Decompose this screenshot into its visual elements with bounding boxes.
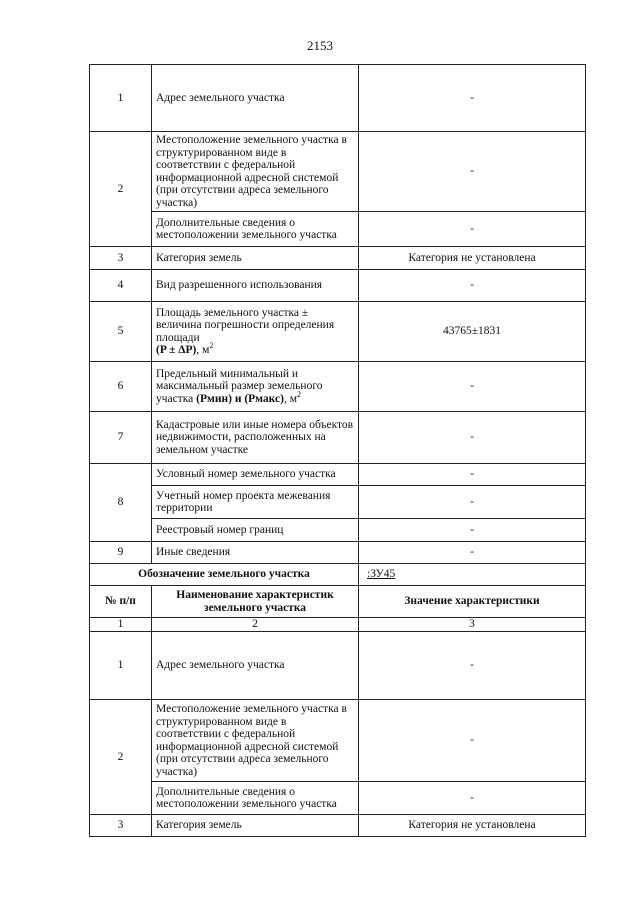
- row-label: Местоположение земельного участка в структурированном виде в соответствии с федеральной информационной адресной системой (при отсутствии адреса земельного участка): [152, 132, 359, 212]
- row-value: -: [359, 412, 586, 464]
- table-row: [90, 362, 586, 412]
- row-number: 2: [90, 132, 152, 247]
- table-row: [90, 542, 586, 564]
- header-characteristic: Наименование характеристик земельного участка: [152, 586, 359, 618]
- plot-title-label: Обозначение земельного участка: [90, 564, 359, 586]
- row-label: Вид разрешенного использования: [152, 270, 359, 302]
- row-value: -: [359, 270, 586, 302]
- row-value: 43765±1831: [359, 302, 586, 362]
- table-row: [90, 302, 586, 362]
- table-row: [90, 247, 586, 270]
- row-value: Категория не установлена: [359, 815, 586, 837]
- row-label: Категория земель: [152, 247, 359, 270]
- row-value: -: [359, 700, 586, 782]
- row-value: -: [359, 362, 586, 412]
- unit-exponent: 2: [209, 341, 214, 351]
- row-number: 1: [90, 65, 152, 132]
- row-label: Учетный номер проекта межевания территории: [152, 486, 359, 519]
- row-label: Кадастровые или иные номера объектов недвижимости, расположенных на земельном участке: [152, 412, 359, 464]
- row-number: 1: [90, 632, 152, 700]
- table-row: [90, 212, 586, 247]
- table-row: [90, 782, 586, 815]
- row-value: -: [359, 632, 586, 700]
- row-value: Категория не установлена: [359, 247, 586, 270]
- row-value: -: [359, 212, 586, 247]
- row-label: Дополнительные сведения о местоположении земельного участка: [152, 212, 359, 247]
- row-number: 5: [90, 302, 152, 362]
- row-label: Иные сведения: [152, 542, 359, 564]
- page-number: 2153: [307, 38, 333, 53]
- column-number: 1: [90, 618, 152, 632]
- row-value: -: [359, 519, 586, 542]
- row-label: Местоположение земельного участка в структурированном виде в соответствии с федеральной информационной адресной системой (при отсутствии адреса земельного участка): [152, 700, 359, 782]
- table-row: [90, 700, 586, 782]
- plot-designation: :ЗУ45: [359, 564, 586, 586]
- table-row: [90, 632, 586, 700]
- row-number: 8: [90, 464, 152, 542]
- row-label: Адрес земельного участка: [152, 632, 359, 700]
- table-row: [90, 464, 586, 486]
- row-label: Категория земель: [152, 815, 359, 837]
- row-label: [152, 362, 359, 412]
- row-label: Адрес земельного участка: [152, 65, 359, 132]
- label-text: Площадь земельного участка ± величина погрешности определения площади: [156, 306, 335, 344]
- header-number: № п/п: [90, 586, 152, 618]
- label-unit: , м: [283, 392, 297, 405]
- row-value: -: [359, 486, 586, 519]
- row-label: Реестровый номер границ: [152, 519, 359, 542]
- row-value: -: [359, 65, 586, 132]
- table-row: [90, 132, 586, 212]
- row-number: 3: [90, 247, 152, 270]
- table-row: [90, 815, 586, 837]
- label-formula: (Pмин) и (Pмакс): [196, 392, 284, 405]
- table-row: [90, 65, 586, 132]
- column-number: 3: [359, 618, 586, 632]
- row-label: Условный номер земельного участка: [152, 464, 359, 486]
- row-number: 6: [90, 362, 152, 412]
- row-value: -: [359, 542, 586, 564]
- row-number: 4: [90, 270, 152, 302]
- table-row: [90, 270, 586, 302]
- row-value: -: [359, 782, 586, 815]
- row-number: 9: [90, 542, 152, 564]
- row-value: -: [359, 132, 586, 212]
- table-row: [90, 486, 586, 519]
- row-number: 7: [90, 412, 152, 464]
- row-number: 3: [90, 815, 152, 837]
- row-label: [152, 302, 359, 362]
- column-number: 2: [152, 618, 359, 632]
- header-value: Значение характеристики: [359, 586, 586, 618]
- column-number-row: [90, 618, 586, 632]
- table-row: [90, 412, 586, 464]
- table-row: [90, 519, 586, 542]
- land-plot-table: [89, 64, 586, 837]
- row-number: 2: [90, 700, 152, 815]
- plot-title-row: [90, 564, 586, 586]
- label-text: Предельный минимальный и максимальный размер земельного участка: [156, 367, 323, 405]
- label-formula: (P ± ΔP): [156, 344, 197, 356]
- unit-exponent: 2: [296, 389, 301, 399]
- row-value: -: [359, 464, 586, 486]
- header-row: [90, 586, 586, 618]
- label-unit: , м: [196, 344, 210, 356]
- row-label: Дополнительные сведения о местоположении земельного участка: [152, 782, 359, 815]
